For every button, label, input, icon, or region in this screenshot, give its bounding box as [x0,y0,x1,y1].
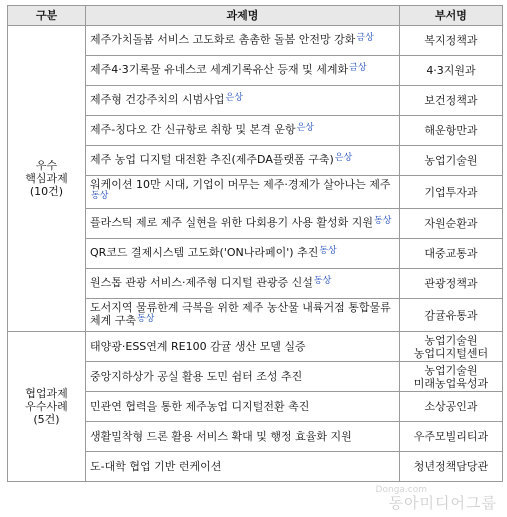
dept-name: 농업기술원 [424,333,478,347]
award-label: 은상 [225,93,243,103]
task-cell [86,239,400,269]
task-name: 생활밀착형 드론 활용 서비스 확대 및 행정 효율화 지원 [90,430,352,443]
task-name: 제주4·3기록물 유네스코 세계기록유산 등재 및 세계화 [90,63,349,76]
task-name: 도-대학 협업 기반 런케이션 [90,460,222,473]
task-name: 민관연 협력을 통한 제주농업 디지털전환 촉진 [90,400,310,413]
task-cell [86,146,400,176]
award-label: 동상 [319,246,337,256]
dept-name: 관광정책과 [424,277,478,290]
award-label: 동상 [137,314,155,324]
dept-cell [400,299,503,332]
header-category: 구분 [8,6,86,26]
category-label-line: (10건) [29,185,64,198]
award-label: 동상 [313,276,332,286]
dept-cell [400,86,503,116]
table-row [8,26,503,56]
dept-cell [400,452,503,482]
dept-name: 감귤유통과 [424,308,478,322]
dept-name: 농업기술원 [424,154,478,167]
task-cell [86,26,400,56]
task-name: 중앙지하상가 공실 활용 도민 쉼터 조성 추진 [90,370,303,383]
dept-name: 대중교통과 [424,247,478,260]
task-cell [86,209,400,239]
table-body [8,26,503,482]
watermark-small: Donga.com [375,485,427,495]
task-cell [86,332,400,362]
task-cell [86,422,400,452]
task-cell [86,269,400,299]
dept-cell [400,26,503,56]
dept-cell [400,239,503,269]
task-name: QR코드 결제시스템 고도화('ON나라페이') 추진 [90,246,319,259]
dept-name: 기업투자과 [424,185,478,199]
dept-cell [400,422,503,452]
category-label-line: 우수 [35,159,58,172]
category-label-line: (5건) [33,413,60,426]
dept-name: 보건정책과 [424,94,478,107]
task-name: 제주형 건강주치의 시범사업 [90,93,225,106]
task-name: 태양광·ESS연계 RE100 감귤 생산 모델 실증 [90,340,306,353]
category-label-line: 핵심과제 [25,172,68,185]
dept-cell [400,269,503,299]
dept-cell [400,209,503,239]
award-label: 은상 [334,153,353,163]
category-cell [8,332,86,482]
dept-name: 농업디지털센터 [413,346,489,360]
dept-name: 자원순환과 [424,217,478,230]
award-label: 금상 [356,33,374,43]
task-name: 원스톱 관광 서비스·제주형 디지털 관광증 신설 [90,276,313,289]
dept-cell [400,176,503,209]
task-name: 제주-칭다오 간 신규항로 취항 및 본격 운항 [90,123,296,136]
award-label: 동상 [91,191,109,201]
header-task: 과제명 [86,6,400,26]
award-label: 은상 [296,123,314,133]
task-name: 플라스틱 제로 제주 실현을 위한 다회용기 사용 활성화 지원 [90,216,373,229]
table-row [8,332,503,362]
category-cell [8,26,86,332]
task-cell [86,392,400,422]
task-cell [86,116,400,146]
task-cell [86,176,400,209]
watermark: 동아미디어그룹 [388,494,497,512]
dept-name: 청년정책담당관 [413,460,489,473]
dept-cell [400,362,503,392]
award-label: 금상 [349,63,367,73]
dept-name: 해운항만과 [424,124,478,137]
task-name: 제주 농업 디지털 대전환 추진(제주DA플랫폼 구축) [90,153,334,166]
dept-name: 소상공인과 [424,400,478,413]
task-cell [86,452,400,482]
dept-cell [400,392,503,422]
header-dept: 부서명 [400,6,503,26]
dept-name: 복지정책과 [424,34,478,47]
category-label-line: 협업과제 [25,387,68,400]
dept-cell [400,146,503,176]
task-cell [86,56,400,86]
task-name: 제주가치돌봄 서비스 고도화로 촘촘한 돌봄 안전망 강화 [90,33,356,46]
award-label: 동상 [374,216,392,226]
category-label-line: 우수사례 [25,400,68,413]
header-row [8,6,503,26]
task-cell [86,299,400,332]
task-name: 도서지역 물류한계 극복을 위한 제주 농산물 내륙거점 통합물류체계 구축 [90,301,391,327]
dept-cell [400,56,503,86]
dept-name: 미래농업육성과 [413,376,489,390]
dept-name: 농업기술원 [424,363,478,377]
dept-cell [400,116,503,146]
dept-name: 우주모빌리티과 [413,430,489,443]
task-cell [86,86,400,116]
task-cell [86,362,400,392]
task-name: 워케이션 10만 시대, 기업이 머무는 제주·경제가 살아나는 제주 [90,178,391,191]
dept-cell [400,332,503,362]
dept-name: 4·3지원과 [426,64,476,77]
award-table [7,5,503,482]
